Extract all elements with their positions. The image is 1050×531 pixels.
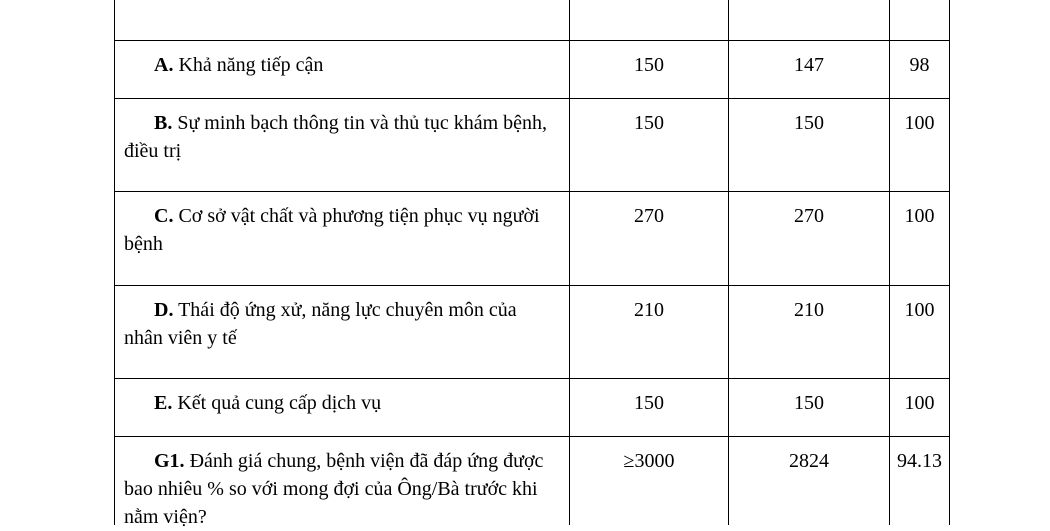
criterion-cell [124, 109, 554, 165]
value-cell: 100 [904, 392, 935, 414]
criterion-cell [124, 51, 554, 79]
criterion-cell [124, 389, 554, 417]
row-divider [114, 285, 949, 286]
row-divider [114, 378, 949, 379]
value-cell: 100 [904, 112, 935, 134]
criterion-code: C. [154, 205, 174, 227]
criterion-cell [124, 296, 554, 352]
column-divider [114, 0, 115, 525]
value-cell: 100 [904, 299, 935, 321]
value-cell: 270 [794, 205, 824, 227]
criterion-label: Thái độ ứng xử, năng lực chuyên môn của nhân viên y tế [124, 299, 517, 349]
value-cell: 2824 [789, 450, 829, 472]
value-cell: 98 [909, 54, 930, 76]
criterion-code: B. [154, 112, 173, 134]
criterion-label: Sự minh bạch thông tin và thủ tục khám bệnh, điều trị [124, 112, 548, 162]
value-cell: 147 [794, 54, 824, 76]
row-divider [114, 98, 949, 99]
criterion-cell [124, 447, 554, 531]
value-cell: ≥3000 [623, 450, 675, 472]
value-cell: 270 [634, 205, 664, 227]
criterion-label: Đánh giá chung, bệnh viện đã đáp ứng được bao nhiêu % so với mong đợi của Ông/Bà trước khi nằm viện? [124, 450, 544, 528]
row-divider [114, 436, 949, 437]
value-cell: 94.13 [897, 450, 942, 472]
criterion-code: E. [154, 392, 173, 414]
criterion-cell [124, 202, 554, 258]
value-cell: 210 [634, 299, 664, 321]
value-cell: 150 [794, 112, 824, 134]
value-cell: 100 [904, 205, 935, 227]
criterion-label: Cơ sở vật chất và phương tiện phục vụ người bệnh [124, 205, 540, 255]
criterion-code: A. [154, 54, 174, 76]
row-divider [114, 191, 949, 192]
criterion-code: G1. [154, 450, 185, 472]
value-cell: 210 [794, 299, 824, 321]
criterion-code: D. [154, 299, 174, 321]
column-divider [949, 0, 950, 525]
value-cell: 150 [634, 54, 664, 76]
value-cell: 150 [794, 392, 824, 414]
criterion-label: Kết quả cung cấp dịch vụ [177, 392, 382, 414]
criterion-label: Khả năng tiếp cận [178, 54, 324, 76]
value-cell: 150 [634, 392, 664, 414]
value-cell: 150 [634, 112, 664, 134]
row-divider [114, 40, 949, 41]
